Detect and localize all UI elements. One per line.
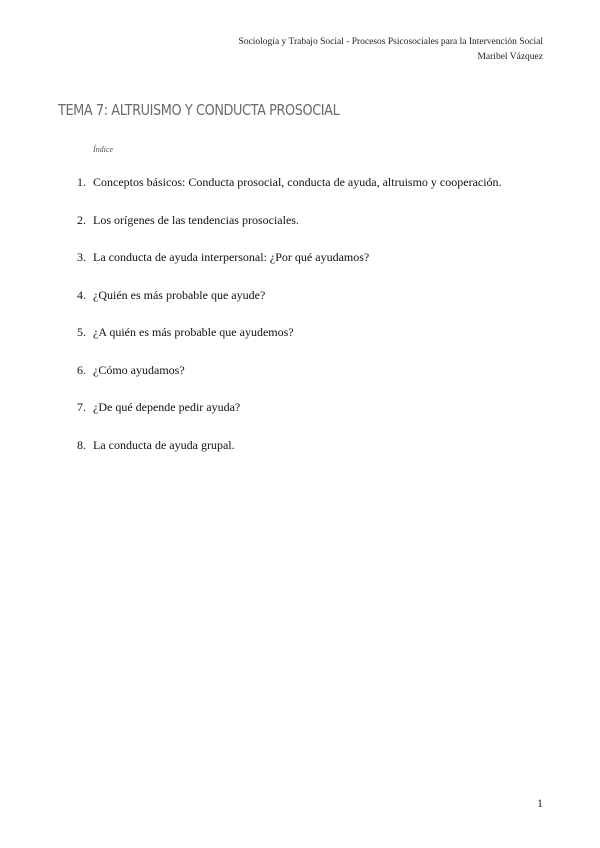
toc-item-number: 7. [77,400,86,414]
toc-item-text: Conceptos básicos: Conducta prosocial, conducta de ayuda, altruismo y cooperación. [93,175,502,189]
page-header [239,35,543,65]
header-course: Sociología y Trabajo Social - Procesos Psicosociales para la Intervención Social [238,37,543,47]
toc-item-number: 8. [77,437,86,452]
page-number: 1 [537,796,543,810]
toc-item-number: 5. [77,325,86,339]
toc-item-number: 4. [77,287,86,302]
toc-item-text: ¿De qué depende pedir ayuda? [93,400,241,414]
toc-item-number: 6. [77,362,86,377]
toc-item-text: ¿Cómo ayudamos? [93,362,185,377]
toc-item-text: La conducta de ayuda grupal. [93,437,235,452]
toc-item-text: ¿Quién es más probable que ayude? [93,287,266,302]
toc-item-text: ¿A quién es más probable que ayudemos? [93,325,294,339]
toc-item-number: 3. [77,250,86,264]
toc-item-number: 2. [77,212,86,227]
page-title: TEMA 7: ALTRUISMO Y CONDUCTA PROSOCIAL [58,101,340,119]
toc-item-text: La conducta de ayuda interpersonal: ¿Por qué ayudamos? [93,250,370,264]
toc-item-number: 1. [77,175,86,189]
header-author: Maribel Vázquez [477,52,543,62]
index-label: Índice [93,145,113,154]
toc-item-text: Los orígenes de las tendencias prosociales. [93,212,299,227]
